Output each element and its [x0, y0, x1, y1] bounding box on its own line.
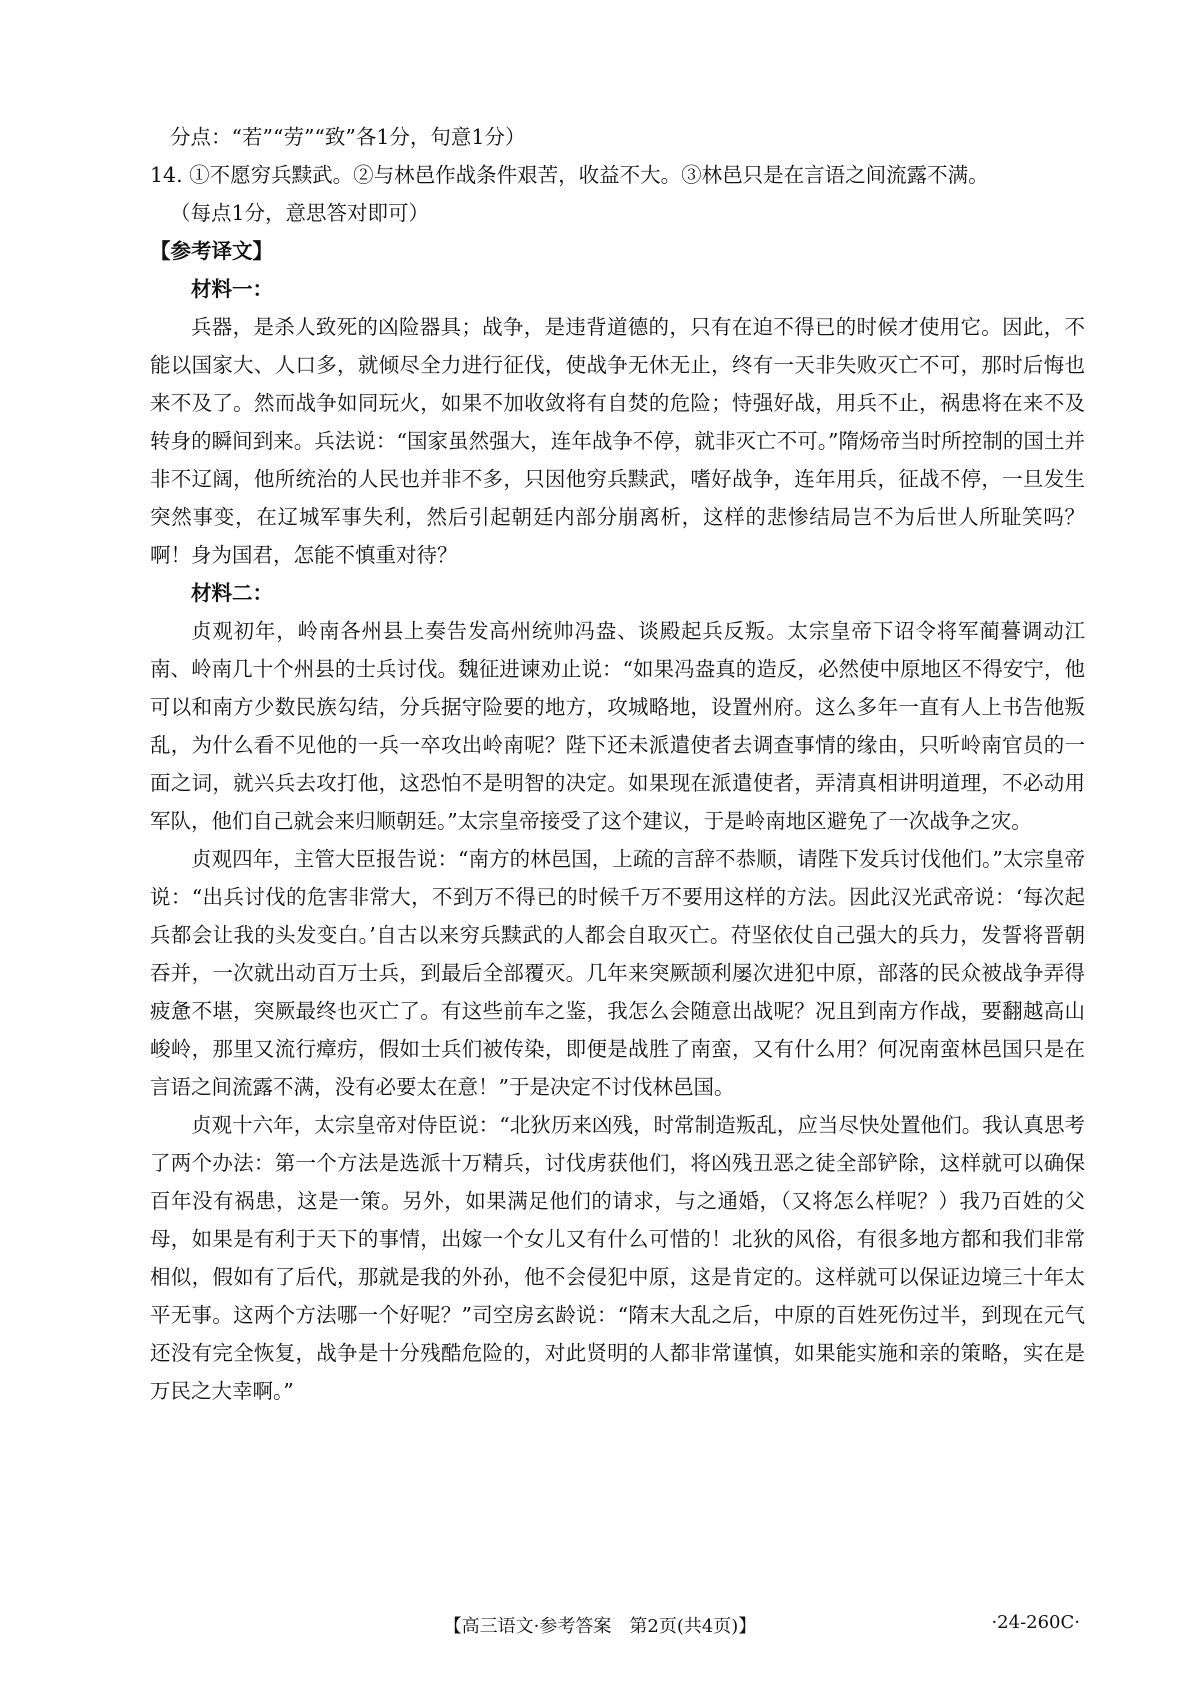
material-1-paragraph: 兵器，是杀人致死的凶险器具；战争，是违背道德的，只有在迫不得已的时候才使用它。因此，不能以国家大、人口多，就倾尽全力进行征伐，使战争无休无止，终有一天非失败灭亡不可，那时后悔也来不及了。然而战争如同玩火，如果不加收敛将有自焚的危险；恃强好战，用兵不止，祸患将在来不及转身的瞬间到来。兵法说：“国家虽然强大，连年战争不停，就非灭亡不可。”隋炀帝当时所控制的国土并非不辽阔，他所统治的人民也并非不多，只因他穷兵黩武，嗜好战争，连年用兵，征战不停，一旦发生突然事变，在辽城军事失利，然后引起朝廷内部分崩离析，这样的悲惨结局岂不为后世人所耻笑吗？啊！身为国君，怎能不慎重对待？ — [150, 315, 1085, 567]
page-footer — [0, 1612, 1200, 1642]
translation-heading: 【参考译文】 — [150, 239, 273, 263]
footer-exam-code: ·24-260C· — [991, 1612, 1080, 1633]
page-content — [150, 118, 1085, 1410]
scoring-note-prev: 分点：“若”“劳”“致”各1分，句意1分） — [170, 125, 526, 149]
question-14-scoring-note: （每点1分，意思答对即可） — [170, 201, 430, 225]
footer-page-info: 【高三语文·参考答案 第2页(共4页)】 — [443, 1616, 757, 1637]
material-2-paragraph-1: 贞观初年，岭南各州县上奏告发高州统帅冯盎、谈殿起兵反叛。太宗皇帝下诏令将军蔺謩调动江南、岭南几十个州县的士兵讨伐。魏征进谏劝止说：“如果冯盎真的造反，必然使中原地区不得安宁，他可以和南方少数民族勾结，分兵据守险要的地方，攻城略地，设置州府。这么多年一直有人上书告他叛乱，为什么看不见他的一兵一卒攻出岭南呢？陛下还未派遣使者去调查事情的缘由，只听岭南官员的一面之词，就兴兵去攻打他，这恐怕不是明智的决定。如果现在派遣使者，弄清真相讲明道理，不必动用军队，他们自己就会来归顺朝廷。”太宗皇帝接受了这个建议，于是岭南地区避免了一次战争之灾。 — [150, 619, 1085, 833]
material-1-label: 材料一： — [191, 277, 273, 301]
material-2-paragraph-3: 贞观十六年，太宗皇帝对侍臣说：“北狄历来凶残，时常制造叛乱，应当尽快处置他们。我认真思考了两个办法：第一个方法是选派十万精兵，讨伐虏获他们，将凶残丑恶之徒全部铲除，这样就可以确保百年没有祸患，这是一策。另外，如果满足他们的请求，与之通婚，（又将怎么样呢？）我乃百姓的父母，如果是有利于天下的事情，出嫁一个女儿又有什么可惜的！北狄的风俗，有很多地方都和我们非常相似，假如有了后代，那就是我的外孙，他不会侵犯中原，这是肯定的。这样就可以保证边境三十年太平无事。这两个方法哪一个好呢？”司空房玄龄说：“隋末大乱之后，中原的百姓死伤过半，到现在元气还没有完全恢复，战争是十分残酷危险的，对此贤明的人都非常谨慎，如果能实施和亲的策略，实在是万民之大幸啊。” — [150, 1113, 1085, 1403]
material-2-label: 材料二： — [191, 581, 273, 605]
question-14-answer: 14. ①不愿穷兵黩武。②与林邑作战条件艰苦，收益不大。③林邑只是在言语之间流露不满。 — [150, 163, 989, 187]
material-2-paragraph-2: 贞观四年，主管大臣报告说：“南方的林邑国，上疏的言辞不恭顺，请陛下发兵讨伐他们。”太宗皇帝说：“出兵讨伐的危害非常大，不到万不得已的时候千万不要用这样的方法。因此汉光武帝说：‘每次起兵都会让我的头发变白。’自古以来穷兵黩武的人都会自取灭亡。苻坚依仗自己强大的兵力，发誓将晋朝吞并，一次就出动百万士兵，到最后全部覆灭。几年来突厥颉利屡次进犯中原，部落的民众被战争弄得疲惫不堪，突厥最终也灭亡了。有这些前车之鉴，我怎么会随意出战呢？况且到南方作战，要翻越高山峻岭，那里又流行瘴疠，假如士兵们被传染，即便是战胜了南蛮，又有什么用？何况南蛮林邑国只是在言语之间流露不满，没有必要太在意！”于是决定不讨伐林邑国。 — [150, 847, 1085, 1099]
